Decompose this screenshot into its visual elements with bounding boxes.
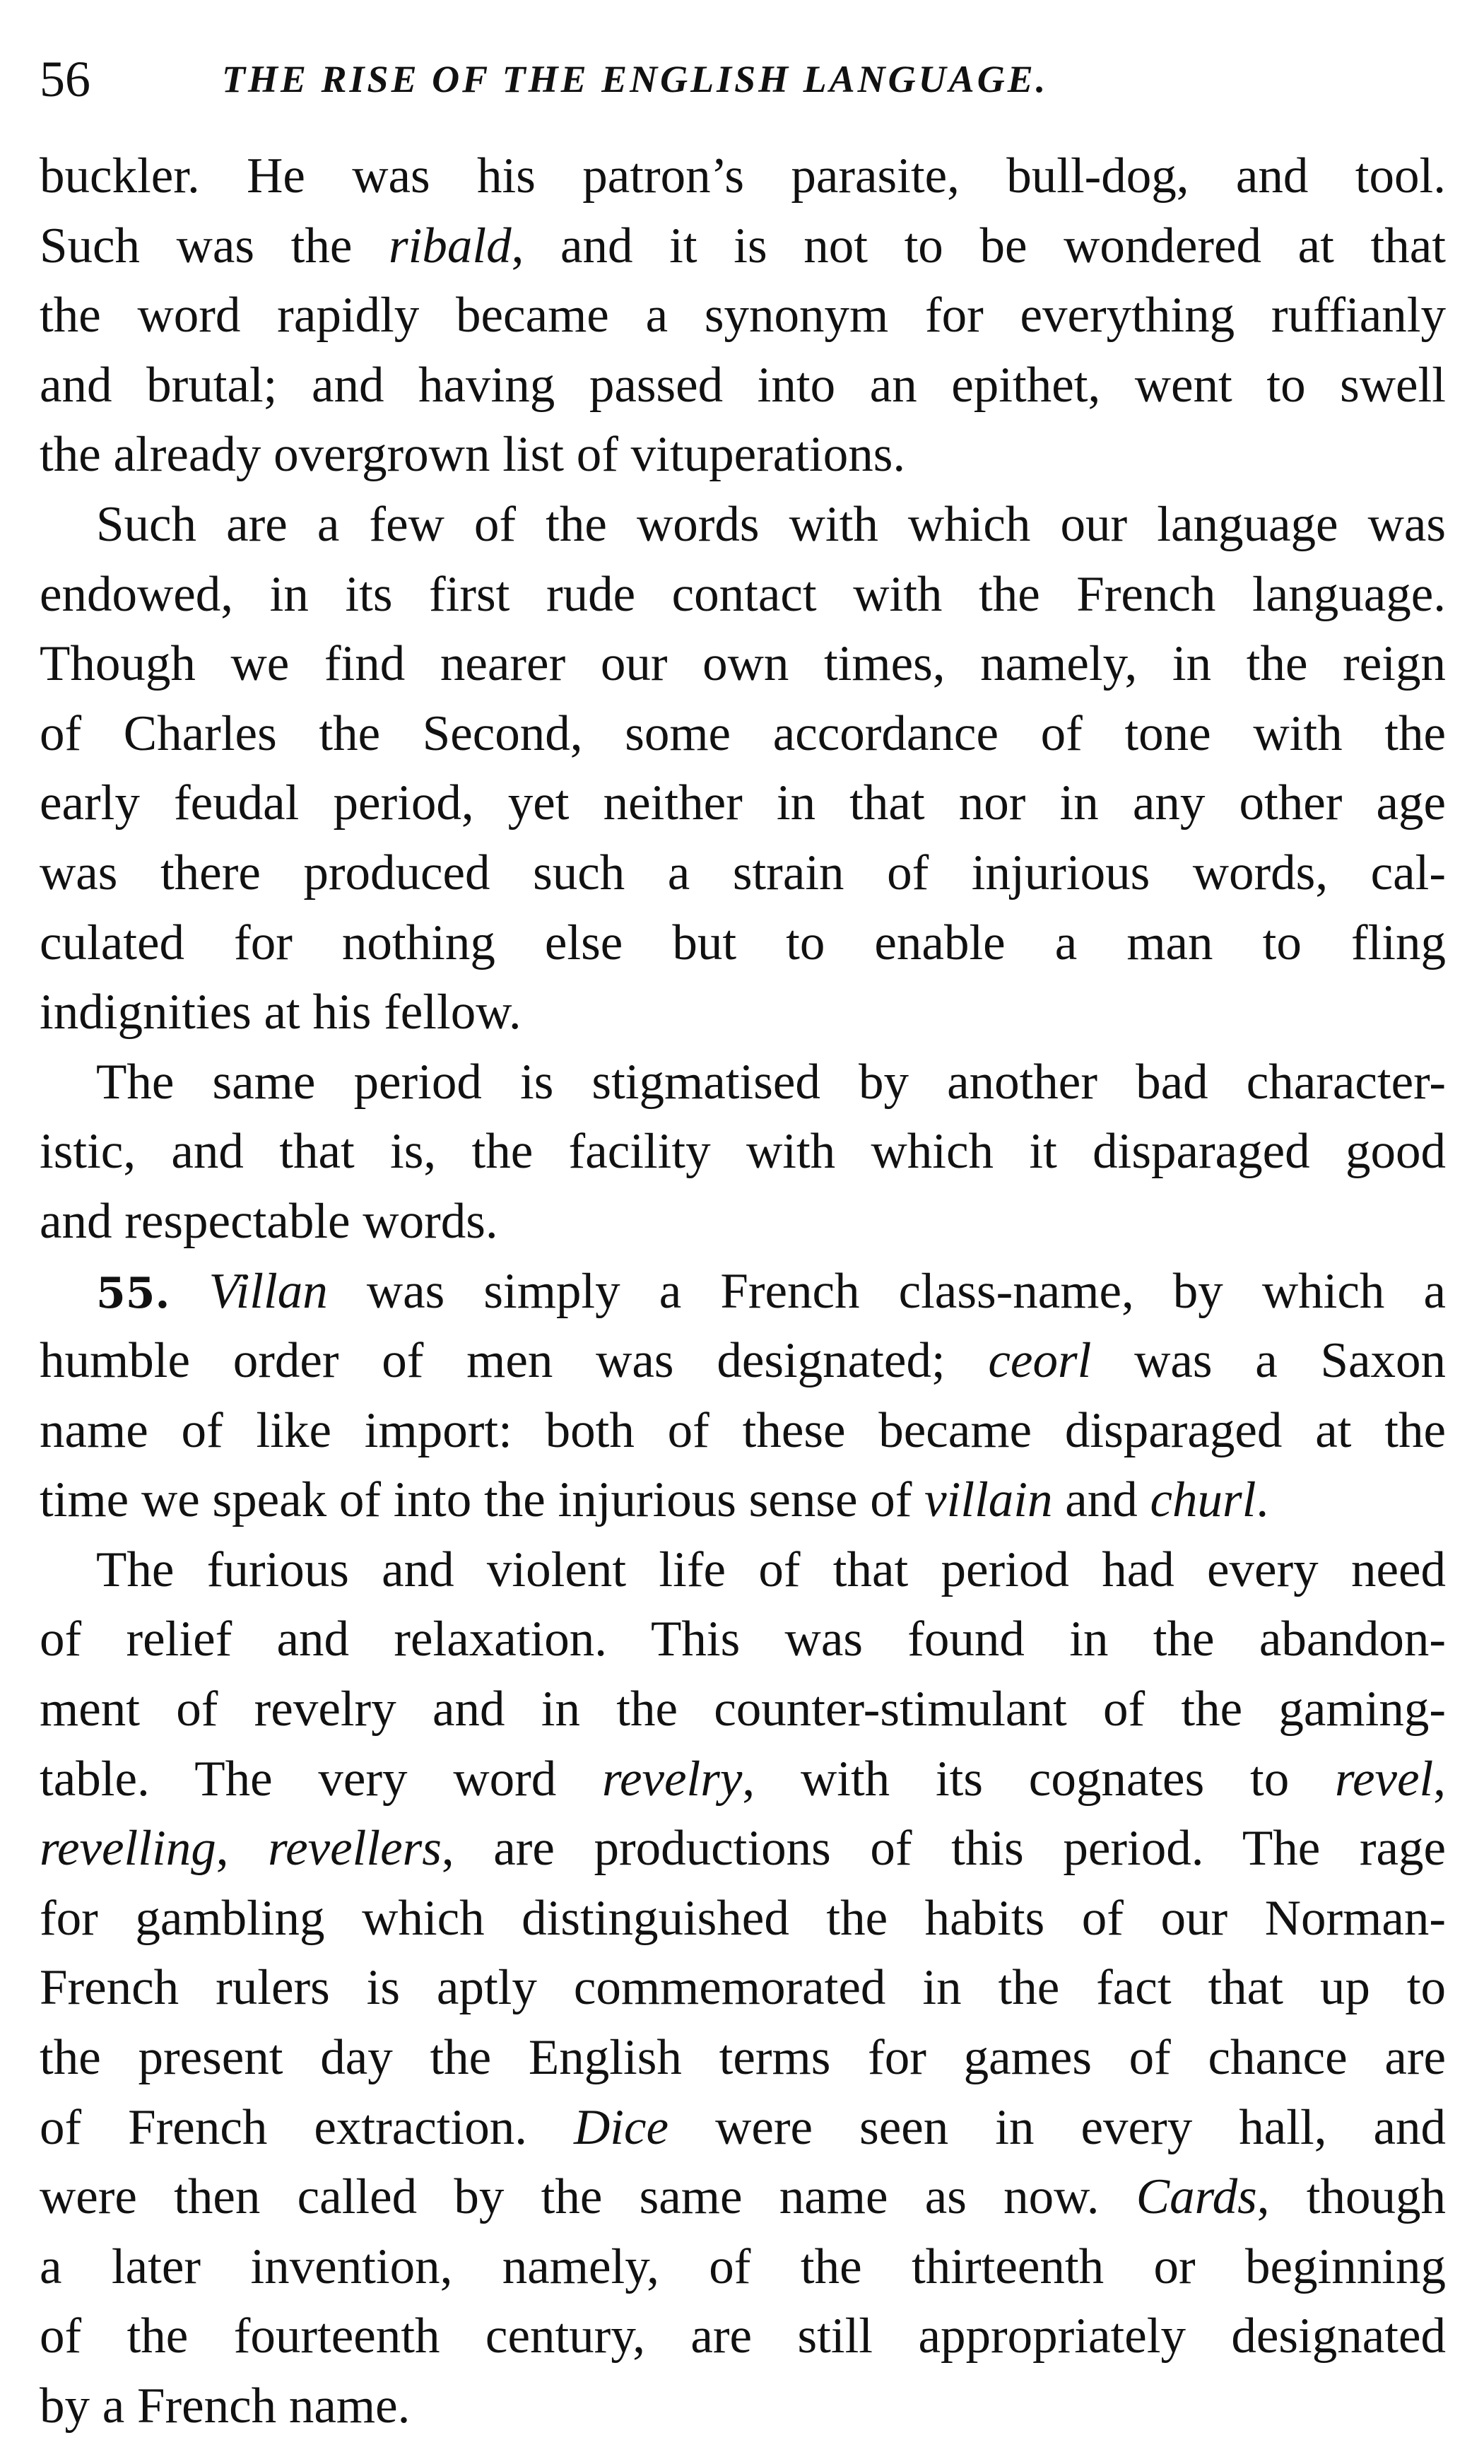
text-line: was there produced such a strain of injurious words, cal- bbox=[40, 845, 1446, 900]
italic-term: revelling bbox=[40, 1821, 216, 1877]
text-line: were then called by the same name as now. Cards, though bbox=[40, 2169, 1446, 2225]
italic-term: ceorl bbox=[988, 1333, 1092, 1389]
text-line: the word rapidly became a synonym for everything ruffianly bbox=[40, 288, 1446, 344]
italic-term: Villan bbox=[208, 1263, 328, 1319]
paragraph-3 bbox=[40, 1048, 1446, 1257]
text-line: Such are a few of the words with which our language was bbox=[96, 496, 1446, 552]
running-title: THE RISE OF THE ENGLISH LANGUAGE. bbox=[222, 58, 1049, 100]
paragraph-5 bbox=[40, 1535, 1446, 2441]
italic-term: ribald bbox=[389, 218, 512, 274]
text-line: and brutal; and having passed into an epithet, went to swell bbox=[40, 357, 1446, 413]
text-line: indignities at his fellow. bbox=[40, 985, 522, 1040]
section-number: 55. bbox=[96, 1268, 170, 1318]
text-line: of Charles the Second, some accordance of tone with the bbox=[40, 705, 1446, 761]
text-line: 55. Villan was simply a French class-name, by which a bbox=[96, 1263, 1446, 1319]
text-line: early feudal period, yet neither in that nor in any other age bbox=[40, 775, 1446, 831]
italic-term: revel bbox=[1334, 1751, 1434, 1807]
text-line: the present day the English terms for games of chance are bbox=[40, 2030, 1446, 2086]
text-line: ment of revelry and in the counter-stimulant of the gaming- bbox=[40, 1682, 1446, 1737]
text-line: revelling, revellers, are productions of this period. The rage bbox=[40, 1821, 1446, 1877]
italic-term: revelry bbox=[602, 1751, 743, 1807]
text-line: culated for nothing else but to enable a man to fling bbox=[40, 915, 1446, 970]
italic-term: revellers bbox=[268, 1821, 442, 1877]
text-line: of French extraction. Dice were seen in every hall, and bbox=[40, 2099, 1446, 2155]
text-line: table. The very word revelry, with its cognates to revel, bbox=[40, 1751, 1446, 1807]
text-line: The furious and violent life of that period had every need bbox=[96, 1542, 1446, 1597]
text-line: time we speak of into the injurious sense of villain and churl. bbox=[40, 1472, 1269, 1528]
text-line: humble order of men was designated; ceorl was a Saxon bbox=[40, 1333, 1446, 1389]
paragraph-1 bbox=[40, 141, 1446, 490]
text-line: of relief and relaxation. This was found in the abandon- bbox=[40, 1612, 1446, 1667]
paragraph-2 bbox=[40, 490, 1446, 1048]
page-number: 56 bbox=[40, 51, 90, 107]
text-line: of the fourteenth century, are still appropriately designated bbox=[40, 2308, 1446, 2364]
text-line: a later invention, namely, of the thirteenth or beginning bbox=[40, 2239, 1446, 2294]
body-text bbox=[40, 141, 1446, 2441]
text-line: name of like import: both of these became disparaged at the bbox=[40, 1402, 1446, 1458]
text-line: and respectable words. bbox=[40, 1193, 498, 1249]
text-line: endowed, in its first rude contact with the French language. bbox=[40, 566, 1446, 622]
italic-term: villain bbox=[924, 1472, 1053, 1528]
text-line: for gambling which distinguished the habits of our Norman- bbox=[40, 1890, 1446, 1946]
italic-term: churl bbox=[1150, 1472, 1256, 1528]
text-line: buckler. He was his patron’s parasite, bull-dog, and tool. bbox=[40, 148, 1446, 204]
text-line: French rulers is aptly commemorated in the fact that up to bbox=[40, 1960, 1446, 2016]
text-line: by a French name. bbox=[40, 2378, 411, 2434]
text-line: istic, and that is, the facility with which it disparaged good bbox=[40, 1124, 1446, 1180]
text-line: The same period is stigmatised by another bad character- bbox=[96, 1054, 1446, 1110]
text-line: Though we find nearer our own times, namely, in the reign bbox=[40, 636, 1446, 692]
running-header bbox=[40, 37, 1446, 122]
italic-term: Cards bbox=[1136, 2169, 1257, 2225]
text-line: Such was the ribald, and it is not to be wondered at that bbox=[40, 218, 1446, 274]
paragraph-4 bbox=[40, 1257, 1446, 1535]
italic-term: Dice bbox=[574, 2099, 669, 2155]
text-line: the already overgrown list of vituperations. bbox=[40, 427, 906, 483]
